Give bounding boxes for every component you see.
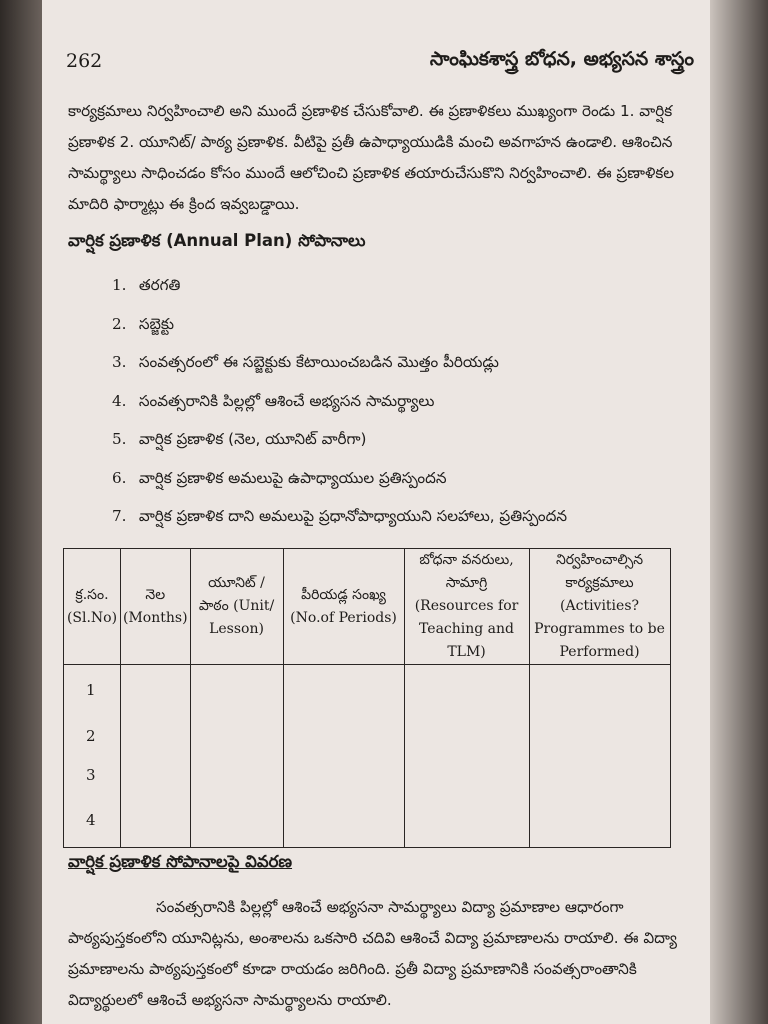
unit-cell: [190, 665, 283, 848]
table-row: [64, 665, 671, 848]
row-number: 2: [86, 727, 96, 745]
annual-plan-heading: వార్షిక ప్రణాళిక (Annual Plan) సోపానాలు: [68, 231, 366, 250]
list-item: 5. వార్షిక ప్రణాళిక (నెల, యూనిట్ వారీగా): [112, 430, 367, 448]
header-unit-lesson: యూనిట్ / పాఠం (Unit/ Lesson): [190, 549, 283, 665]
page-right-shadow: [710, 0, 768, 1024]
running-title: సాంఘికశాస్త్ర బోధన, అభ్యసన శాస్త్రం: [429, 48, 694, 70]
sl-no-cell: [64, 665, 121, 848]
list-item: 2. సబ్జెక్టు: [112, 314, 175, 333]
row-number: 1: [86, 681, 96, 699]
row-number: 4: [86, 811, 96, 829]
months-cell: [121, 665, 191, 848]
header-resources: బోధనా వనరులు, సామాగ్రి (Resources for Teaching and TLM): [404, 549, 529, 665]
resources-cell: [404, 665, 529, 848]
header-months: నెల (Months): [121, 549, 191, 665]
list-item: 7. వార్షిక ప్రణాళిక దాని అమలుపై ప్రధానోపాధ్యాయుని సలహాలు, ప్రతిస్పందన: [112, 507, 567, 525]
header-sl-no: క్ర.సం. (Sl.No): [64, 549, 121, 665]
header-activities: నిర్వహించాల్సిన కార్యక్రమాలు (Activities? Programmes to be Performed): [529, 549, 670, 665]
intro-paragraph: కార్యక్రమాలు నిర్వహించాలి అని ముందే ప్రణాళిక చేసుకోవాలి. ఈ ప్రణాళికలు ముఖ్యంగా రెండు 1. వార్షిక ప్రణాళిక 2. యూనిట్/ పాఠ్య ప్రణాళిక. వీటిపై ప్రతీ ఉపాధ్యాయుడికి మంచి అవగాహన ఉండాలి. ఆశించిన సామర్థ్యాలు సాధించడం కోసం ముందే ఆలోచించి ప్రణాళిక తయారుచేసుకొని నిర్వహించాలి. ఈ ప్రణాళికల మాదిరి ఫార్మాట్లు ఈ క్రింద ఇవ్వబడ్డాయి.: [68, 102, 675, 213]
activities-cell: [529, 665, 670, 848]
periods-cell: [283, 665, 404, 848]
explanation-paragraph: సంవత్సరానికి పిల్లల్లో ఆశించే అభ్యసనా సామర్థ్యాలు విద్యా ప్రమాణాల ఆధారంగా పాఠ్యపుస్తకంలోని యూనిట్లను, అంశాలను ఒకసారి చదివి ఆశించే విద్యా ప్రమాణాలను రాయాలి. ఈ విద్యా ప్రమాణాలను పాఠ్యపుస్తకంలో కూడా రాయడం జరిగింది. ప్రతీ విద్యా ప్రమాణానికి సంవత్సరాంతానికి విద్యార్థులలో ఆశించే అభ్యసనా సామర్థ్యాలను రాయాలి.: [68, 898, 677, 1009]
list-item: 1. తరగతి: [112, 276, 181, 294]
annual-plan-table: [63, 548, 671, 848]
row-number: 3: [86, 766, 96, 784]
list-item: 6. వార్షిక ప్రణాళిక అమలుపై ఉపాధ్యాయుల ప్రతిస్పందన: [112, 468, 447, 487]
page-left-shadow: [0, 0, 42, 1024]
annual-plan-steps: [112, 270, 567, 540]
list-item: 4. సంవత్సరానికి పిల్లల్లో ఆశించే అభ్యసన సామర్థ్యాలు: [112, 391, 435, 410]
list-item: 3. సంవత్సరంలో ఈ సబ్జెక్టుకు కేటాయించబడిన మొత్తం పీరియడ్లు: [112, 353, 499, 371]
explanation-heading: వార్షిక ప్రణాళిక సోపానాలపై వివరణ: [68, 852, 293, 871]
table-header-row: [64, 549, 671, 665]
page-number: 262: [66, 50, 103, 72]
header-periods: పీరియడ్ల సంఖ్య (No.of Periods): [283, 549, 404, 665]
